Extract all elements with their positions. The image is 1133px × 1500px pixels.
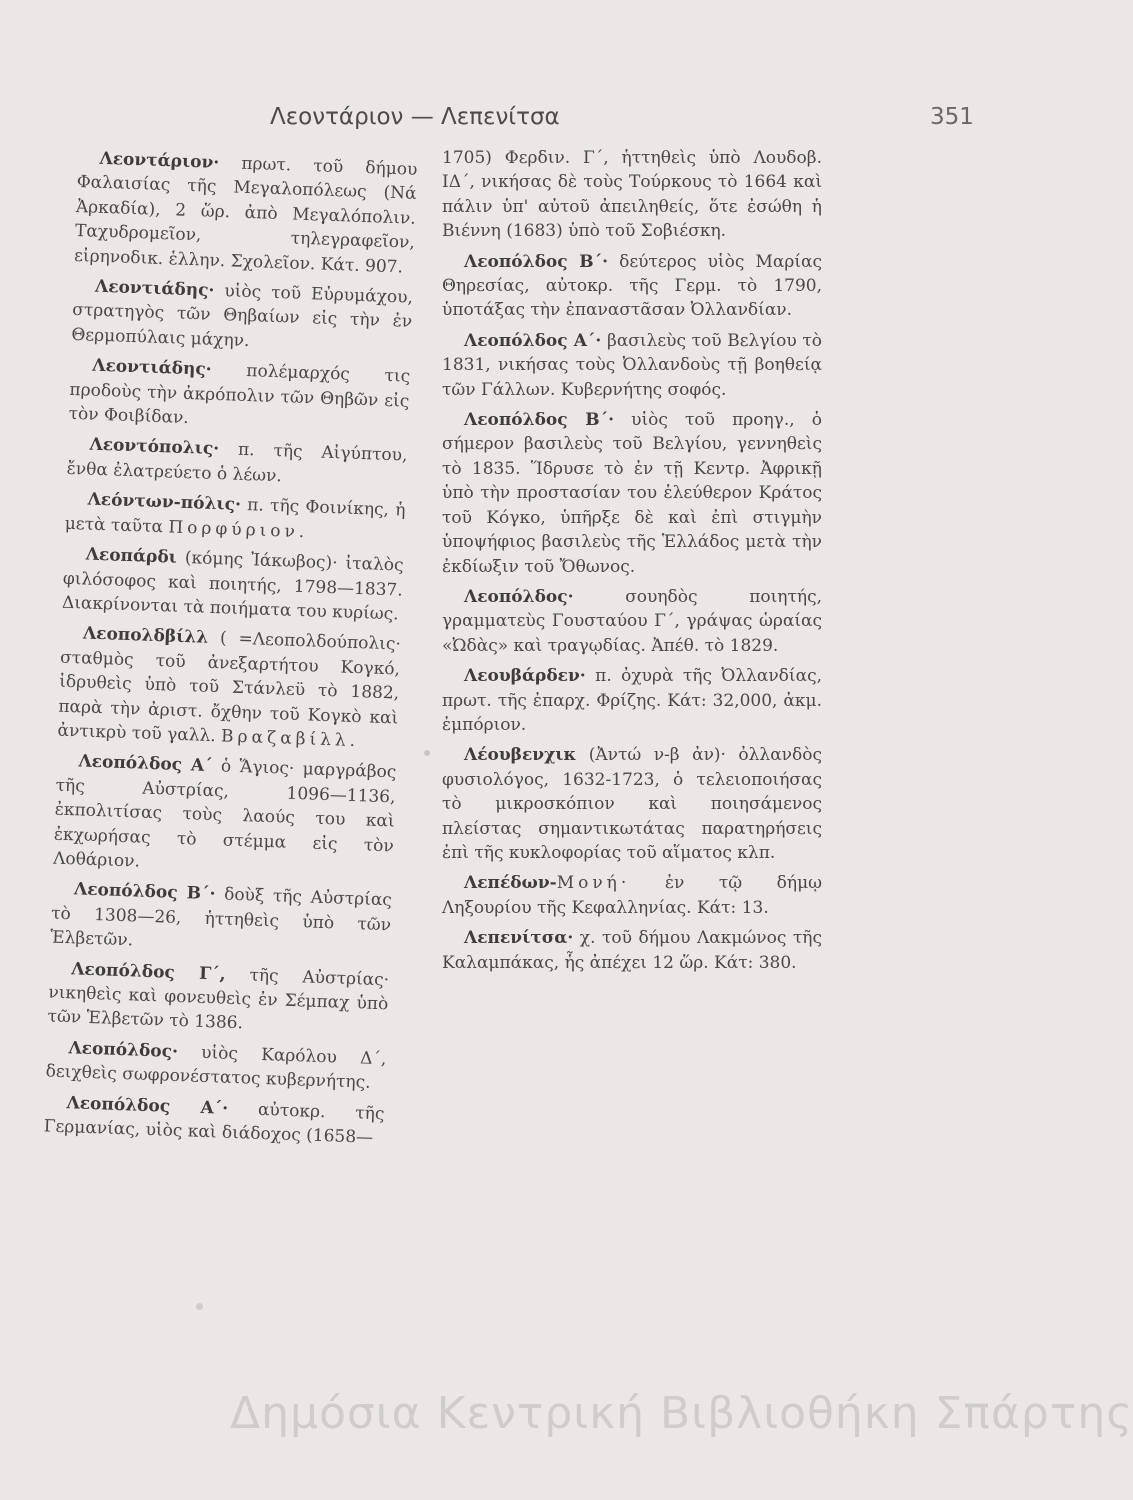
- entry-text: π. ὀχυρὰ τῆς Ὀλλανδίας, πρωτ. τῆς ἐπαρχ. Φρίζης. Κάτ: 32,000, ἀκμ. ἐμπόριον.: [442, 666, 822, 735]
- dictionary-entry-continued: [442, 146, 822, 244]
- entry-text: ( =Λεοπολδούπολις· σταθμὸς τοῦ ἀνεξαρτήτου Κογκό, ἱδρυθεὶς ὑπὸ τοῦ Στάνλεϋ τὸ 1882, παρὰ τὴν ἀριστ. ὄχθην τοῦ Κογκὸ καὶ ἀντικρὺ τοῦ γαλλ.: [57, 628, 402, 747]
- entry-text: υἱὸς τοῦ Εὐρυμάχου, στρατηγὸς τῶν Θηβαίων εἰς τὴν ἐν Θερμοπύλαις μάχην.: [71, 281, 414, 351]
- dictionary-entry: [442, 926, 822, 975]
- entry-text: π. τῆς Φοινίκης, ἡ μετὰ ταῦτα: [64, 495, 406, 537]
- entry-headword: Λέουβενχικ: [464, 745, 577, 766]
- entry-text: (Ἀντώ ν-β ἀν)· ὀλλανδὸς φυσιολόγος, 1632-1723, ὁ τελειοποιήσας τὸ μικροσκόπιον καὶ ποιησάμενος πλείστας σημαντικωτάτας παρατηρήσεις ἐπὶ τῆς κυκλοφορίας τοῦ αἵματος κλπ.: [442, 745, 822, 863]
- left-column: [43, 146, 418, 1157]
- dictionary-entry: [47, 956, 389, 1041]
- running-header: [0, 100, 1029, 140]
- dictionary-entry: [68, 353, 410, 438]
- entry-text: (κόμης Ἰάκωβος)· ἰταλὸς φιλόσοφος καὶ ποιητής, 1798—1837. Διακρίνονται τὰ ποιήματα του κυρίως.: [61, 548, 404, 625]
- entry-text: τῆς Αὐστρίας· νικηθεὶς καὶ φονευθεὶς ἐν Σέμπαχ ὑπὸ τῶν Ἑλβετῶν τὸ 1386.: [47, 965, 390, 1034]
- entry-text: πολέμαρχός τις προδοὺς τὴν ἀκρόπολιν τῶν Θηβῶν εἰς τὸν Φοιβίδαν.: [68, 361, 411, 429]
- entry-text: δεύτερος υἱὸς Μαρίας Θηρεσίας, αὐτοκρ. τῆς Γερμ. τὸ 1790, ὑποτάξας τὴν ἐπαναστᾶσαν Ὀλλανδίαν.: [442, 251, 823, 321]
- entry-headword: Λεόντων-πόλις·: [87, 489, 242, 516]
- dictionary-entry: [442, 585, 822, 658]
- dictionary-entry: [442, 329, 822, 402]
- dictionary-entry: [442, 664, 822, 737]
- entry-text: σουηδὸς ποιητής, γραμματεὺς Γουσταύου Γ΄, γράψας ὡραίας «Ὠδὰς» καὶ τραγῳδίας. Ἀπέθ. τὸ 1829.: [442, 586, 823, 656]
- library-watermark: Δημόσια Κεντρική Βιβλιοθήκη Σπάρτης: [230, 1388, 1133, 1439]
- entry-headword: Λεοπόλδος Β΄·: [464, 410, 615, 431]
- dictionary-entry: [442, 871, 822, 920]
- entry-headword: Λεοπόλδος Α΄: [78, 751, 213, 777]
- entry-headword: Λεπέδων-: [464, 873, 557, 894]
- entry-text: ἐν τῷ δήμῳ Ληξουρίου τῆς Κεφαλληνίας. Κάτ: 13.: [442, 873, 822, 918]
- entry-headword: Λεοπόλδος Β΄·: [464, 251, 609, 272]
- entry-spaced-text: Πορφύριον.: [168, 517, 309, 542]
- entry-text: χ. τοῦ δήμου Λακμώνος τῆς Καλαμπάκας, ἧς ἀπέχει 12 ὥρ. Κάτ: 380.: [442, 928, 822, 973]
- entry-text: π. τῆς Αἰγύπτου, ἔνθα ἐλατρεύετο ὁ λέων.: [66, 440, 408, 487]
- entry-text: αὐτοκρ. τῆς Γερμανίας, υἱὸς καὶ διάδοχος (1658—: [43, 1099, 385, 1148]
- right-column: [442, 146, 822, 981]
- running-title: Λεοντάριον — Λεπενίτσα: [270, 104, 560, 130]
- entry-text: 1705) Φερδιν. Γ΄, ἡττηθεὶς ὑπὸ Λουδοβ. ΙΔ΄, νικήσας δὲ τοὺς Τούρκους τὸ 1664 καὶ πάλιν ὑπ' αὐτοῦ ἀπειληθείς, ὅτε ἐσώθη ἡ Βιέννη (1683) ὑπὸ τοῦ Σοβιέσκη.: [442, 148, 822, 242]
- dictionary-entry: [442, 743, 822, 865]
- dictionary-entry: [442, 250, 822, 323]
- dictionary-entry: [442, 408, 822, 579]
- print-speck: [424, 750, 430, 756]
- print-speck: [196, 1303, 203, 1310]
- entry-text: υἱὸς Καρόλου Δ΄, δειχθεὶς σωφρονέστατος κυβερνήτης.: [45, 1042, 387, 1093]
- entry-headword: Λεοπόλδος·: [68, 1038, 179, 1062]
- entry-spaced-text: Μονή·: [556, 873, 631, 894]
- entry-headword: Λεοντάριον·: [99, 148, 220, 173]
- entry-spaced-text: Βραζαβίλλ.: [220, 726, 360, 752]
- entry-headword: Λεοπόλδος Β΄·: [73, 879, 216, 905]
- entry-headword: Λεπενίτσα·: [464, 928, 574, 949]
- entry-headword: Λεοπόλδος Α΄·: [66, 1092, 229, 1119]
- entry-headword: Λεοντιάδης·: [94, 276, 215, 301]
- dictionary-entry: [53, 749, 397, 883]
- entry-text: πρωτ. τοῦ δήμου Φαλαισίας τῆς Μεγαλοπόλεως (Νά Ἀρκαδία), 2 ὥρ. ἀπὸ Μεγαλόπολιν. Ταχυδρομεῖον, τηλεγραφεῖον, εἰρηνοδικ. ἑλλην. Σχολεῖον. Κάτ. 907.: [73, 153, 418, 278]
- dictionary-entry: [45, 1035, 386, 1096]
- dictionary-entry: [64, 487, 405, 548]
- dictionary-entry: [50, 877, 392, 962]
- entry-text: δοὺξ τῆς Αὐστρίας τὸ 1308—26, ἡττηθεὶς ὑπὸ τῶν Ἑλβετῶν.: [50, 884, 393, 951]
- dictionary-entry: [62, 542, 404, 627]
- entry-text: βασιλεὺς τοῦ Βελγίου τὸ 1831, νικήσας τοὺς Ὀλλανδοὺς τῇ βοηθείᾳ τῶν Γάλλων. Κυβερνήτης σοφός.: [442, 330, 823, 400]
- entry-headword: Λεοπόλδος Γ΄,: [70, 958, 227, 985]
- dictionary-entry: [57, 621, 401, 755]
- entry-headword: Λεοντόπολις·: [89, 435, 220, 460]
- entry-headword: Λεοπολδβίλλ: [82, 623, 209, 649]
- entry-text: υἱὸς τοῦ προηγ., ὁ σήμερον βασιλεὺς τοῦ Βελγίου, γεννηθεὶς τὸ 1835. Ἵδρυσε τὸ ἐν τῇ Κεντρ. Ἀφρικῇ ὑπὸ τὴν προστασίαν του ἐλεύθερον Κράτος τοῦ Κόγκο, ὑπῆρξε δὲ καὶ ἐπὶ στιγμὴν ὑποψήφιος βασιλεὺς τῆς Ἑλλάδος μετὰ τὴν ἐκδίωξιν τοῦ Ὄθωνος.: [442, 410, 822, 577]
- entry-headword: Λεοντιάδης·: [91, 355, 212, 381]
- page-number: 351: [930, 104, 974, 130]
- dictionary-entry: [71, 274, 413, 359]
- dictionary-entry: [74, 146, 418, 280]
- entry-headword: Λεοπόλδος Α΄·: [464, 330, 602, 351]
- dictionary-entry: [66, 432, 407, 493]
- entry-headword: Λεοπόλδος·: [464, 586, 574, 607]
- dictionary-entry: [43, 1090, 384, 1151]
- entry-headword: Λεοπάρδι: [85, 544, 178, 568]
- entry-text: ὁ Ἅγιος· μαργράβος τῆς Αὐστρίας, 1096—1136, ἐκπολιτίσας τοὺς λαούς του καὶ ἐκχωρήσας τὸ στέμμα εἰς τὸν Λοθάριον.: [52, 756, 397, 872]
- entry-headword: Λεουβάρδεν·: [464, 666, 586, 687]
